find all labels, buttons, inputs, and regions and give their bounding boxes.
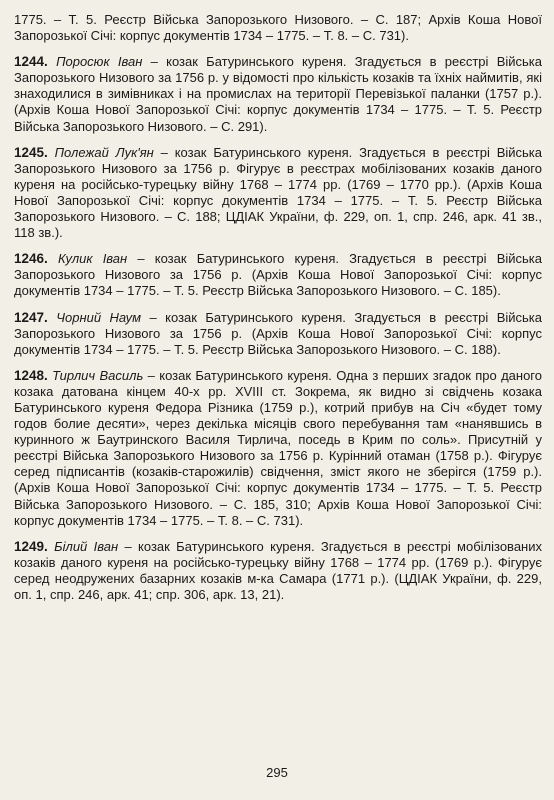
entry-number: 1248. xyxy=(14,367,48,383)
entry-1248 xyxy=(14,368,542,529)
entry-1249 xyxy=(14,539,542,603)
entry-text: – козак Батуринського куреня. Згадується в реєстрі Війська Запорозького Низового за 1756 р. (Архів Коша Нової Запорозької Січі: корпус документів 1734 – 1775. – Т. 5. Реєстр Війська Запорозького Низового. – С. 188). xyxy=(14,309,542,357)
entry-text: – козак Батуринського куреня. Згадується в реєстрі Війська Запорозького Низового за 1756 р. (Архів Коша Нової Запорозької Січі: корпус документів 1734 – 1775. – Т. 5. Реєстр Війська Запорозького Низового. – С. 185). xyxy=(14,251,542,299)
continuation-paragraph: 1775. – Т. 5. Реєстр Війська Запорозького Низового. – С. 187; Архів Коша Нової Запорозької Січі: корпус документів 1734 – 1775. – Т. 8. – С. 731). xyxy=(14,12,542,44)
entry-number: 1244. xyxy=(14,54,48,70)
entry-1245 xyxy=(14,145,542,242)
entry-text: – козак Батуринського куреня. Згадується в реєстрі мобілізованих козаків даного куреня на російсько-турецьку війну 1768 – 1774 рр. (1769 р.). Фігурує серед неодружених базарних козаків м-ка Самара (1771 р.). (ЦДІАК України, ф. 229, оп. 1, спр. 246, арк. 41; спр. 306, арк. 13, 21). xyxy=(14,538,542,602)
entry-name: Кулик Іван xyxy=(57,251,128,267)
entry-name: Полежай Лук'ян xyxy=(54,144,154,160)
entry-number: 1245. xyxy=(14,144,48,160)
entry-number: 1247. xyxy=(14,309,48,325)
entry-text: – козак Батуринського куреня. Згадується в реєстрі Війська Запорозького Низового за 1756 р. у відомості про кількість козаків та їхніх наймитів, які знаходилися в зимівниках і на промислах на території Перевізької паланки (1757 р.). (Архів Коша Нової Запорозької Січі: корпус документів 1734 – 1775. – Т. 5. Реєстр Війська Запорозького Низового. – С. 291). xyxy=(14,54,542,134)
entry-name: Білий Іван xyxy=(54,538,119,554)
entry-1247 xyxy=(14,310,542,358)
entry-name: Чорний Наум xyxy=(56,309,142,325)
entry-number: 1249. xyxy=(14,538,48,554)
entry-number: 1246. xyxy=(14,251,48,267)
entry-name: Тирлич Василь xyxy=(52,367,144,383)
entry-1244 xyxy=(14,54,542,134)
entry-name: Поросюк Іван xyxy=(56,54,143,70)
entry-text: – козак Батуринського куреня. Одна з перших згадок про даного козака датована кінцем 40-х рр. XVIII ст. Зокрема, як видно зі свідчень козака Батуринського куреня Федора Різника (1759 р.), котрий прибув на Січ «будет тому годов болие десяти», через декілька місяців свого перебування там «нанявшись в куринного ж Баутринского Василя Тирлича, поседь в Крим по соль». Присутній у реєстрі Війська Запорозького Низового за 1756 р. Курінний отаман (1758 р.). Фігурує серед підписантів (козаків-старожилів) свідчення, зміст якого не зберігся (1759 р.). (Архів Коша Нової Запорозької Січі: корпус документів 1734 – 1775. – Т. 5. Реєстр Війська Запорозького Низового. – С. 185, 310; Архів Коша Нової Запорозької Січі: корпус документів 1734 – 1775. – Т. 8. – С. 731). xyxy=(14,367,542,528)
entry-1246 xyxy=(14,251,542,299)
entry-text: – козак Батуринського куреня. Згадується в реєстрі Війська Запорозького Низового за 1756 р. Фігурує в реєстрах мобілізованих козаків даного куреня на російсько-турецьку війну 1768 – 1774 рр. (1769 – 1770 рр.). (Архів Коша Нової Запорозької Січі: корпус документів 1734 – 1775. – Т. 5. Реєстр Війська Запорозького Низового. – С. 188; ЦДІАК України, ф. 229, оп. 1, спр. 246, арк. 41 зв., 118 зв.). xyxy=(14,144,542,241)
page-body xyxy=(14,12,542,613)
page-number: 295 xyxy=(266,765,288,780)
